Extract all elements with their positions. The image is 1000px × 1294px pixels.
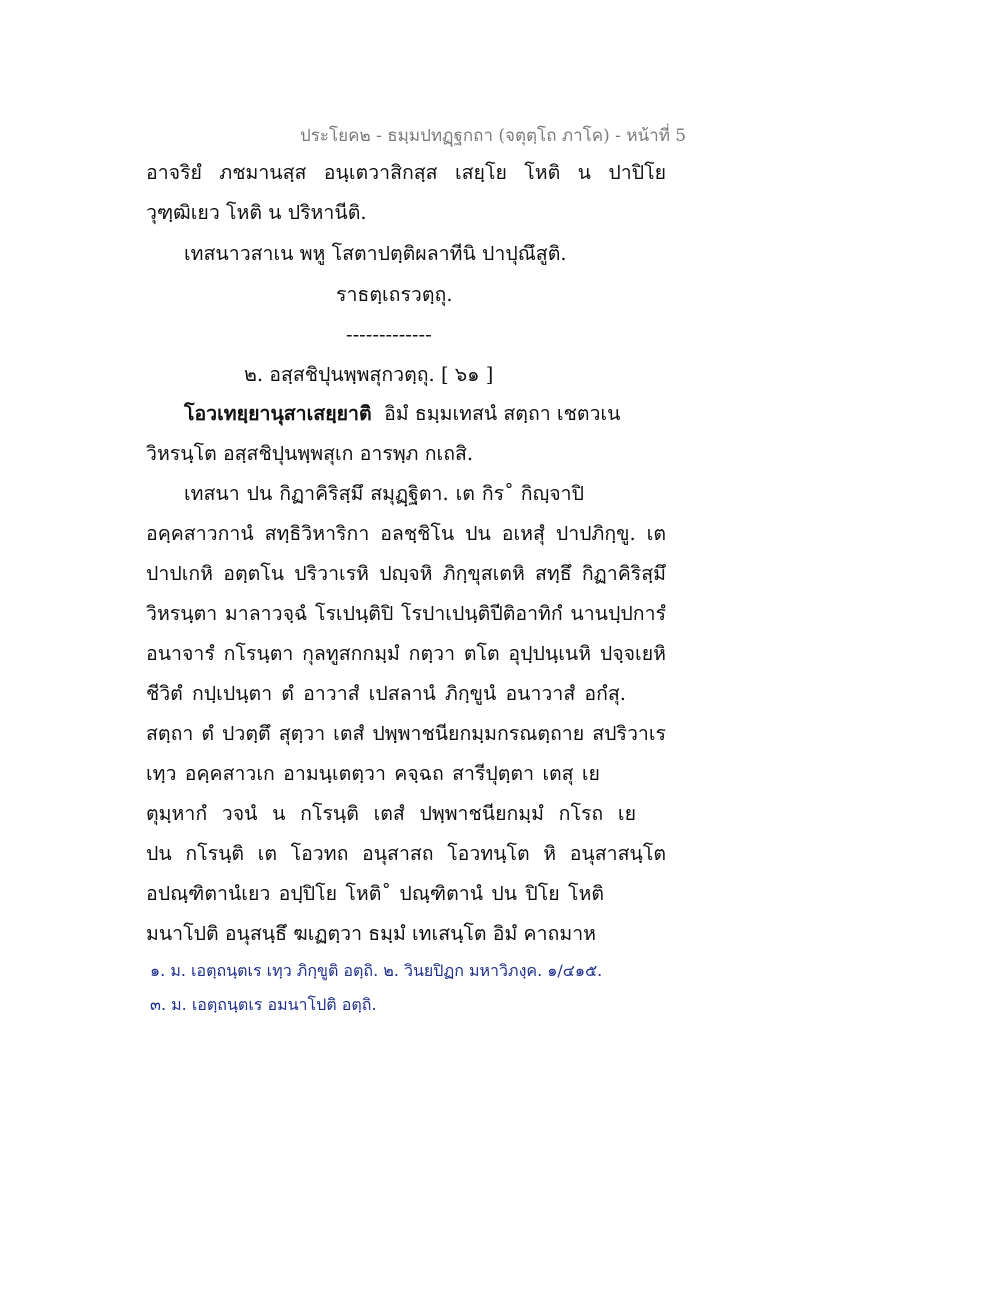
- text-line: เทฺว อคฺคสาวเก อามนฺเตตฺวา คจฺฉถ สารีปุตฺตา เตสุ เย: [146, 762, 600, 785]
- text-line: อปณฺฑิตานํเยว อปฺปิโย โหติ˚ ปณฺฑิตานํ ปน ปิโย โหติ: [146, 882, 604, 905]
- story-title: ๒. อสฺสชิปุนพฺพสุกวตฺถุ. [ ๖๑ ]: [244, 363, 494, 386]
- running-header: ประโยค๒ - ธมฺมปทฏฺฐกถา (จตุตฺโถ ภาโค) - หน้าที่ 5: [300, 126, 687, 146]
- separator-line: -------------: [346, 323, 432, 346]
- text-line: วุฑฺฒิเยว โหติ น ปริหานีติ.: [146, 201, 367, 224]
- text-line: สตฺถา ตํ ปวตฺตึ สุตฺวา เตสํ ปพฺพาชนียกมฺมกรณตฺถาย สปริวาเร: [146, 722, 666, 745]
- text-line: วิหรนฺตา มาลาวจฺฉํ โรเปนฺติปิ โรปาเปนฺติปีติอาทิกํ นานปฺปการํ: [146, 602, 666, 625]
- text-line: วิหรนฺโต อสฺสชิปุนพฺพสุเก อารพฺภ กเถสิ.: [146, 442, 474, 465]
- text-line: อคฺคสาวกานํ สทฺธิวิหาริกา อลชฺชิโน ปน อเหสุํ ปาปภิกฺขู. เต: [146, 522, 666, 545]
- text-line: ปาปเกหิ อตฺตโน ปริวาเรหิ ปญฺจหิ ภิกฺขุสเตหิ สทฺธึ กิฏาคิริสฺมึ: [146, 562, 666, 585]
- footnote: ๓. ม. เอตฺถนฺตเร อมนาโปติ อตฺถิ.: [150, 995, 377, 1014]
- text-line: ตุมฺหากํ วจนํ น กโรนฺติ เตสํ ปพฺพาชนียกมฺมํ กโรถ เย: [146, 802, 636, 825]
- lead-rest: อิมํ ธมฺมเทสนํ สตฺถา เชตวเน: [384, 402, 621, 425]
- text-line: อนาจารํ กโรนฺตา กุลทูสกกมฺมํ กตฺวา ตโต อุปฺปนฺเนหิ ปจฺจเยหิ: [146, 642, 666, 665]
- text-line: เทสนา ปน กิฏาคิริสฺมึ สมุฏฺฐิตา. เต กิร˚ กิญฺจาปิ: [184, 482, 584, 505]
- story-end-title: ราธตฺเถรวตฺถุ.: [336, 283, 453, 306]
- text-line: อาจริยํ ภชมานสฺส อนฺเตวาสิกสฺส เสยฺโย โหติ น ปาปิโย: [146, 161, 666, 184]
- text-line: มนาโปติ อนุสนฺธึ ฆเฏตฺวา ธมฺมํ เทเสนฺโต อิมํ คาถมาห: [146, 922, 596, 945]
- paragraph-lead: [184, 401, 620, 427]
- text-line: ชีวิตํ กปฺเปนฺตา ตํ อาวาสํ เปสลานํ ภิกฺขูนํ อนาวาสํ อกํสุ.: [146, 682, 626, 705]
- lead-keyword: โอวเทยฺยานุสาเสยฺยาติ: [184, 402, 372, 425]
- text-line: เทสนาวสาเน พหู โสตาปตฺติผลาทีนิ ปาปุณึสูติ.: [184, 242, 567, 265]
- text-line: ปน กโรนฺติ เต โอวทถ อนุสาสถ โอวทนฺโต หิ อนุสาสนฺโต: [146, 842, 666, 865]
- footnote: ๑. ม. เอตฺถนฺตเร เทฺว ภิกฺขูติ อตฺถิ. ๒. วินยปิฏก มหาวิภงฺค. ๑/๔๑๕.: [150, 961, 603, 980]
